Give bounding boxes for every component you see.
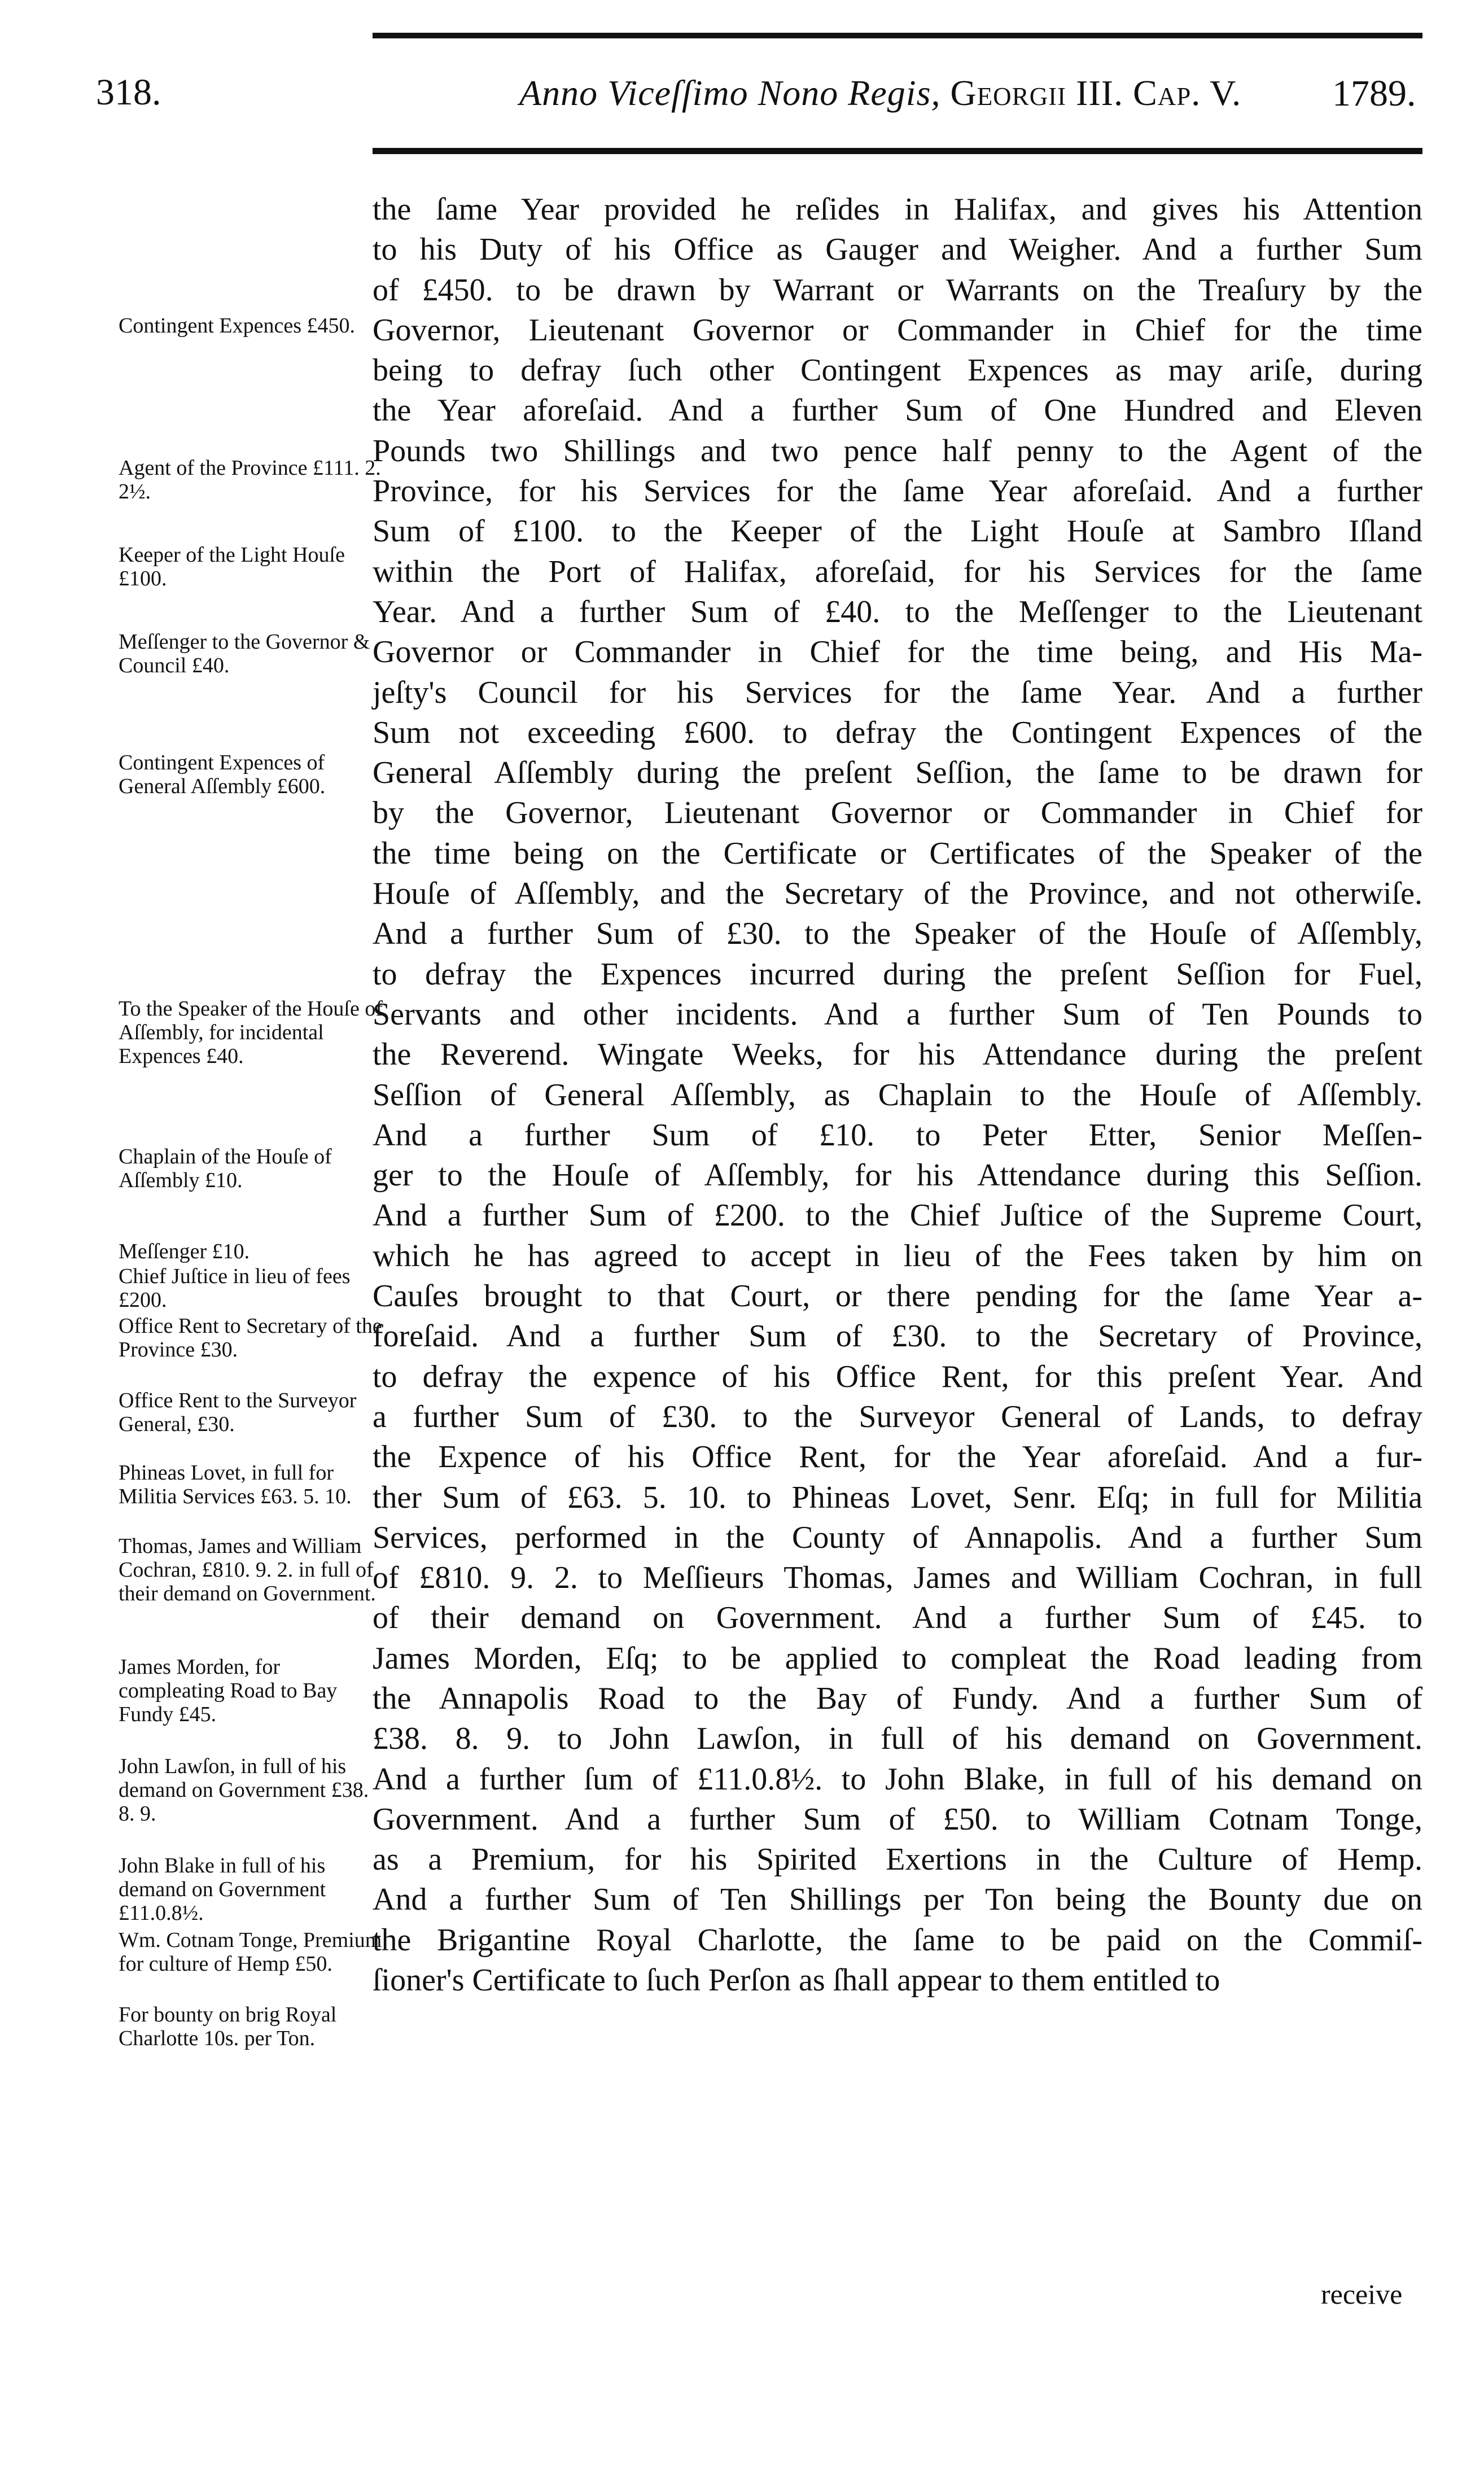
- text-line: which he has agreed to accept in lieu of the Fees taken by him on: [373, 1238, 1422, 1274]
- text-line: Government. And a further Sum of £50. to William Cotnam Tonge,: [373, 1801, 1422, 1837]
- margin-note: James Morden, for compleating Road to Bay Fundy £45.: [119, 1655, 338, 1726]
- text-line: And a further ſum of £11.0.8½. to John Blake, in full of his demand on: [373, 1761, 1422, 1797]
- text-line: the ſame Year provided he reſides in Halifax, and gives his Attention: [373, 192, 1422, 227]
- margin-note: Meſſenger to the Governor & Council £40.: [119, 630, 370, 677]
- margin-note: John Blake in full of his demand on Government £11.0.8½.: [119, 1854, 326, 1925]
- margin-note: John Lawſon, in full of his demand on Government £38. 8. 9.: [119, 1754, 369, 1826]
- margin-note: Office Rent to the Surveyor General, £30.: [119, 1389, 357, 1436]
- text-line: Governor, Lieutenant Governor or Commander in Chief for the time: [373, 312, 1422, 348]
- text-line: the Expence of his Office Rent, for the Year aforeſaid. And a fur-: [373, 1439, 1422, 1475]
- text-line: And a further Sum of £200. to the Chief Juſtice of the Supreme Court,: [373, 1198, 1422, 1233]
- text-line: ger to the Houſe of Aſſembly, for his Attendance during this Seſſion.: [373, 1158, 1422, 1193]
- text-line: Cauſes brought to that Court, or there pending for the ſame Year a-: [373, 1279, 1422, 1314]
- text-line: And a further Sum of £30. to the Speaker of the Houſe of Aſſembly,: [373, 916, 1422, 952]
- text-line: the Year aforeſaid. And a further Sum of One Hundred and Eleven: [373, 393, 1422, 428]
- margin-note: To the Speaker of the Houſe of Aſſembly, for incidental Expences £40.: [119, 997, 383, 1068]
- text-line: General Aſſembly during the preſent Seſſion, the ſame to be drawn for: [373, 755, 1422, 791]
- text-line: of £810. 9. 2. to Meſſieurs Thomas, James and William Cochran, in full: [373, 1560, 1422, 1596]
- header-rule: [373, 148, 1422, 154]
- text-line: the Reverend. Wingate Weeks, for his Attendance during the preſent: [373, 1037, 1422, 1073]
- margin-note: Meſſenger £10.: [119, 1240, 250, 1263]
- text-line: Servants and other incidents. And a further Sum of Ten Pounds to: [373, 996, 1422, 1032]
- catchword: receive: [1321, 2278, 1403, 2310]
- text-line: James Morden, Eſq; to be applied to compleat the Road leading from: [373, 1640, 1422, 1676]
- margin-note: Contingent Expences of General Aſſembly £600.: [119, 751, 326, 798]
- margin-note: Office Rent to Secretary of the Province £30.: [119, 1314, 382, 1362]
- text-line: Sum not exceeding £600. to defray the Contingent Expences of the: [373, 715, 1422, 750]
- text-line: Houſe of Aſſembly, and the Secretary of the Province, and not otherwiſe.: [373, 876, 1422, 912]
- text-line: the Annapolis Road to the Bay of Fundy. And a further Sum of: [373, 1681, 1422, 1716]
- text-line: to defray the expence of his Office Rent, for this preſent Year. And: [373, 1359, 1422, 1394]
- page-number: 318.: [96, 72, 161, 113]
- margin-note: Chief Juſtice in lieu of fees £200.: [119, 1264, 351, 1312]
- text-line: £38. 8. 9. to John Lawſon, in full of his demand on Government.: [373, 1721, 1422, 1757]
- running-head-caps: Georgii III. Cap. V.: [950, 73, 1242, 113]
- text-line: Province, for his Services for the ſame Year aforeſaid. And a further: [373, 474, 1422, 509]
- running-head: [519, 72, 1241, 114]
- text-line: of £450. to be drawn by Warrant or Warrants on the Treaſury by the: [373, 272, 1422, 308]
- text-line: Pounds two Shillings and two pence half penny to the Agent of the: [373, 433, 1422, 469]
- margin-note: Contingent Expences £450.: [119, 314, 355, 338]
- text-line: ſioner's Certificate to ſuch Perſon as ſhall appear to them entitled to: [373, 1963, 1220, 1998]
- text-line: of their demand on Government. And a further Sum of £45. to: [373, 1600, 1422, 1636]
- text-line: And a further Sum of £10. to Peter Etter, Senior Meſſen-: [373, 1117, 1422, 1153]
- margin-note: For bounty on brig Royal Charlotte 10s. per Ton.: [119, 2003, 337, 2050]
- text-line: jeſty's Council for his Services for the ſame Year. And a further: [373, 675, 1422, 710]
- text-line: Seſſion of General Aſſembly, as Chaplain to the Houſe of Aſſembly.: [373, 1077, 1422, 1113]
- text-line: within the Port of Halifax, aforeſaid, for his Services for the ſame: [373, 554, 1422, 589]
- text-line: foreſaid. And a further Sum of £30. to the Secretary of Province,: [373, 1319, 1422, 1354]
- text-line: Services, performed in the County of Annapolis. And a further Sum: [373, 1520, 1422, 1555]
- running-head-year: 1789.: [1332, 73, 1416, 114]
- text-line: the time being on the Certificate or Certificates of the Speaker of the: [373, 835, 1422, 871]
- top-rule: [373, 33, 1422, 38]
- margin-note: Keeper of the Light Houſe £100.: [119, 543, 345, 590]
- main-text: [373, 190, 1422, 2001]
- text-line: by the Governor, Lieutenant Governor or Commander in Chief for: [373, 795, 1422, 831]
- text-line: to his Duty of his Office as Gauger and Weigher. And a further Sum: [373, 232, 1422, 268]
- text-line: a further Sum of £30. to the Surveyor General of Lands, to defray: [373, 1399, 1422, 1434]
- text-line: being to defray ſuch other Contingent Expences as may ariſe, during: [373, 353, 1422, 388]
- margin-note: Thomas, James and William Cochran, £810. 9. 2. in full of their demand on Government.: [119, 1534, 376, 1605]
- text-line: as a Premium, for his Spirited Exertions in the Culture of Hemp.: [373, 1842, 1422, 1878]
- margin-note: Wm. Cotnam Tonge, Premium for culture of Hemp £50.: [119, 1928, 382, 1976]
- text-line: And a further Sum of Ten Shillings per Ton being the Bounty due on: [373, 1882, 1422, 1918]
- text-line: Year. And a further Sum of £40. to the Meſſenger to the Lieutenant: [373, 594, 1422, 629]
- text-line: ther Sum of £63. 5. 10. to Phineas Lovet, Senr. Eſq; in full for Militia: [373, 1480, 1422, 1515]
- margin-note: Agent of the Province £111. 2. 2½.: [119, 456, 381, 504]
- text-line: Governor or Commander in Chief for the time being, and His Ma-: [373, 634, 1422, 670]
- margin-note: Phineas Lovet, in full for Militia Services £63. 5. 10.: [119, 1461, 352, 1508]
- margin-note: Chaplain of the Houſe of Aſſembly £10.: [119, 1145, 332, 1192]
- text-line: to defray the Expences incurred during the preſent Seſſion for Fuel,: [373, 956, 1422, 992]
- text-line: Sum of £100. to the Keeper of the Light Houſe at Sambro Iſland: [373, 514, 1422, 549]
- text-line: the Brigantine Royal Charlotte, the ſame to be paid on the Commiſ-: [373, 1922, 1422, 1958]
- running-head-italic: Anno Viceſſimo Nono Regis,: [519, 73, 941, 113]
